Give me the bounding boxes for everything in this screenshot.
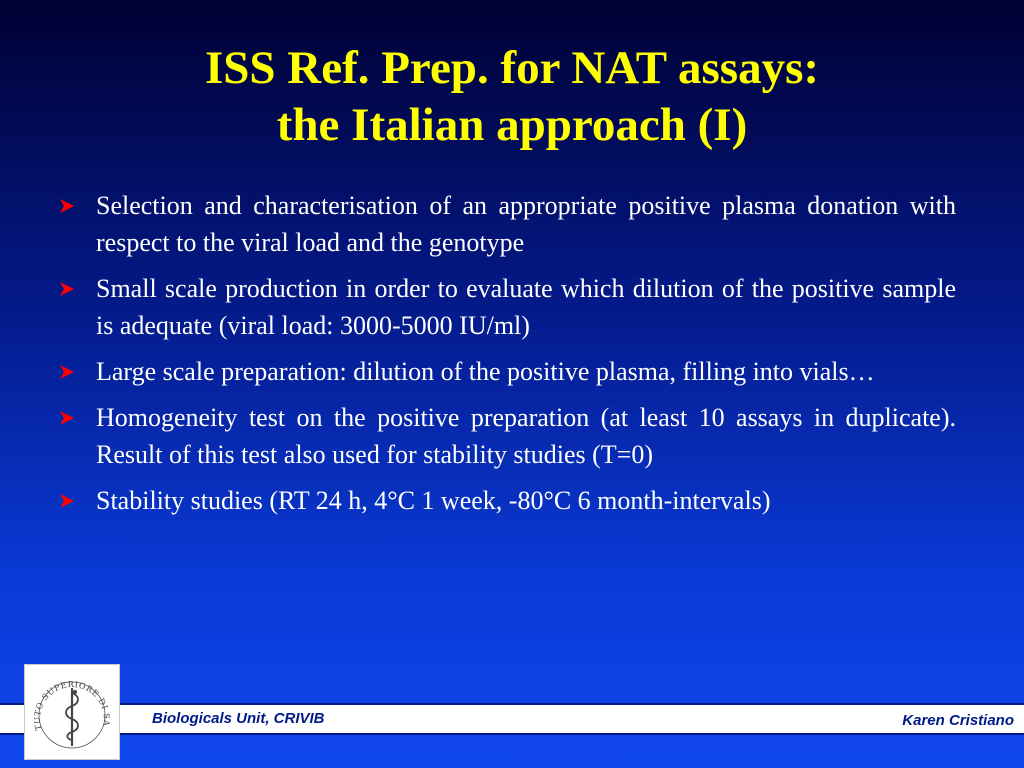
bullet-item — [58, 270, 956, 344]
bullet-item — [58, 187, 956, 261]
slide-title — [0, 40, 1024, 154]
svg-text:ISTITUTO SUPERIORE DI SANITÀ — [25, 665, 112, 732]
institute-seal-icon — [25, 665, 119, 759]
footer-author: Karen Cristiano — [902, 712, 1014, 729]
footer-bar — [0, 703, 1024, 735]
arrow-bullet-icon — [58, 363, 76, 381]
arrow-bullet-icon — [58, 409, 76, 427]
arrow-bullet-icon — [58, 197, 76, 215]
bullet-text: Selection and characterisation of an appropriate positive plasma donation with respect to the viral load and the genotype — [96, 191, 956, 257]
arrow-bullet-icon — [58, 492, 76, 510]
bullet-item — [58, 482, 956, 519]
footer-organization: Biologicals Unit, CRIVIB — [152, 710, 325, 727]
bullet-item — [58, 399, 956, 473]
arrow-bullet-icon — [58, 280, 76, 298]
slide-title-line-2: the Italian approach (I) — [276, 99, 748, 151]
bullet-text: Homogeneity test on the positive preparation (at least 10 assays in duplicate). Result of this test also used for stability studies (T=0) — [96, 403, 956, 469]
bullet-text: Small scale production in order to evaluate which dilution of the positive sample is adequate (viral load: 3000-5000 IU/ml) — [96, 274, 956, 340]
bullet-text: Large scale preparation: dilution of the positive plasma, filling into vials… — [96, 357, 875, 386]
institute-logo — [24, 664, 120, 760]
seal-text: TUTO SUPERIORE DI SA — [31, 678, 113, 732]
bullet-text: Stability studies (RT 24 h, 4°C 1 week, -80°C 6 month-intervals) — [96, 486, 771, 515]
bullet-item — [58, 353, 956, 390]
bullet-list — [58, 187, 956, 528]
slide-title-line-1: ISS Ref. Prep. for NAT assays: — [204, 42, 820, 94]
